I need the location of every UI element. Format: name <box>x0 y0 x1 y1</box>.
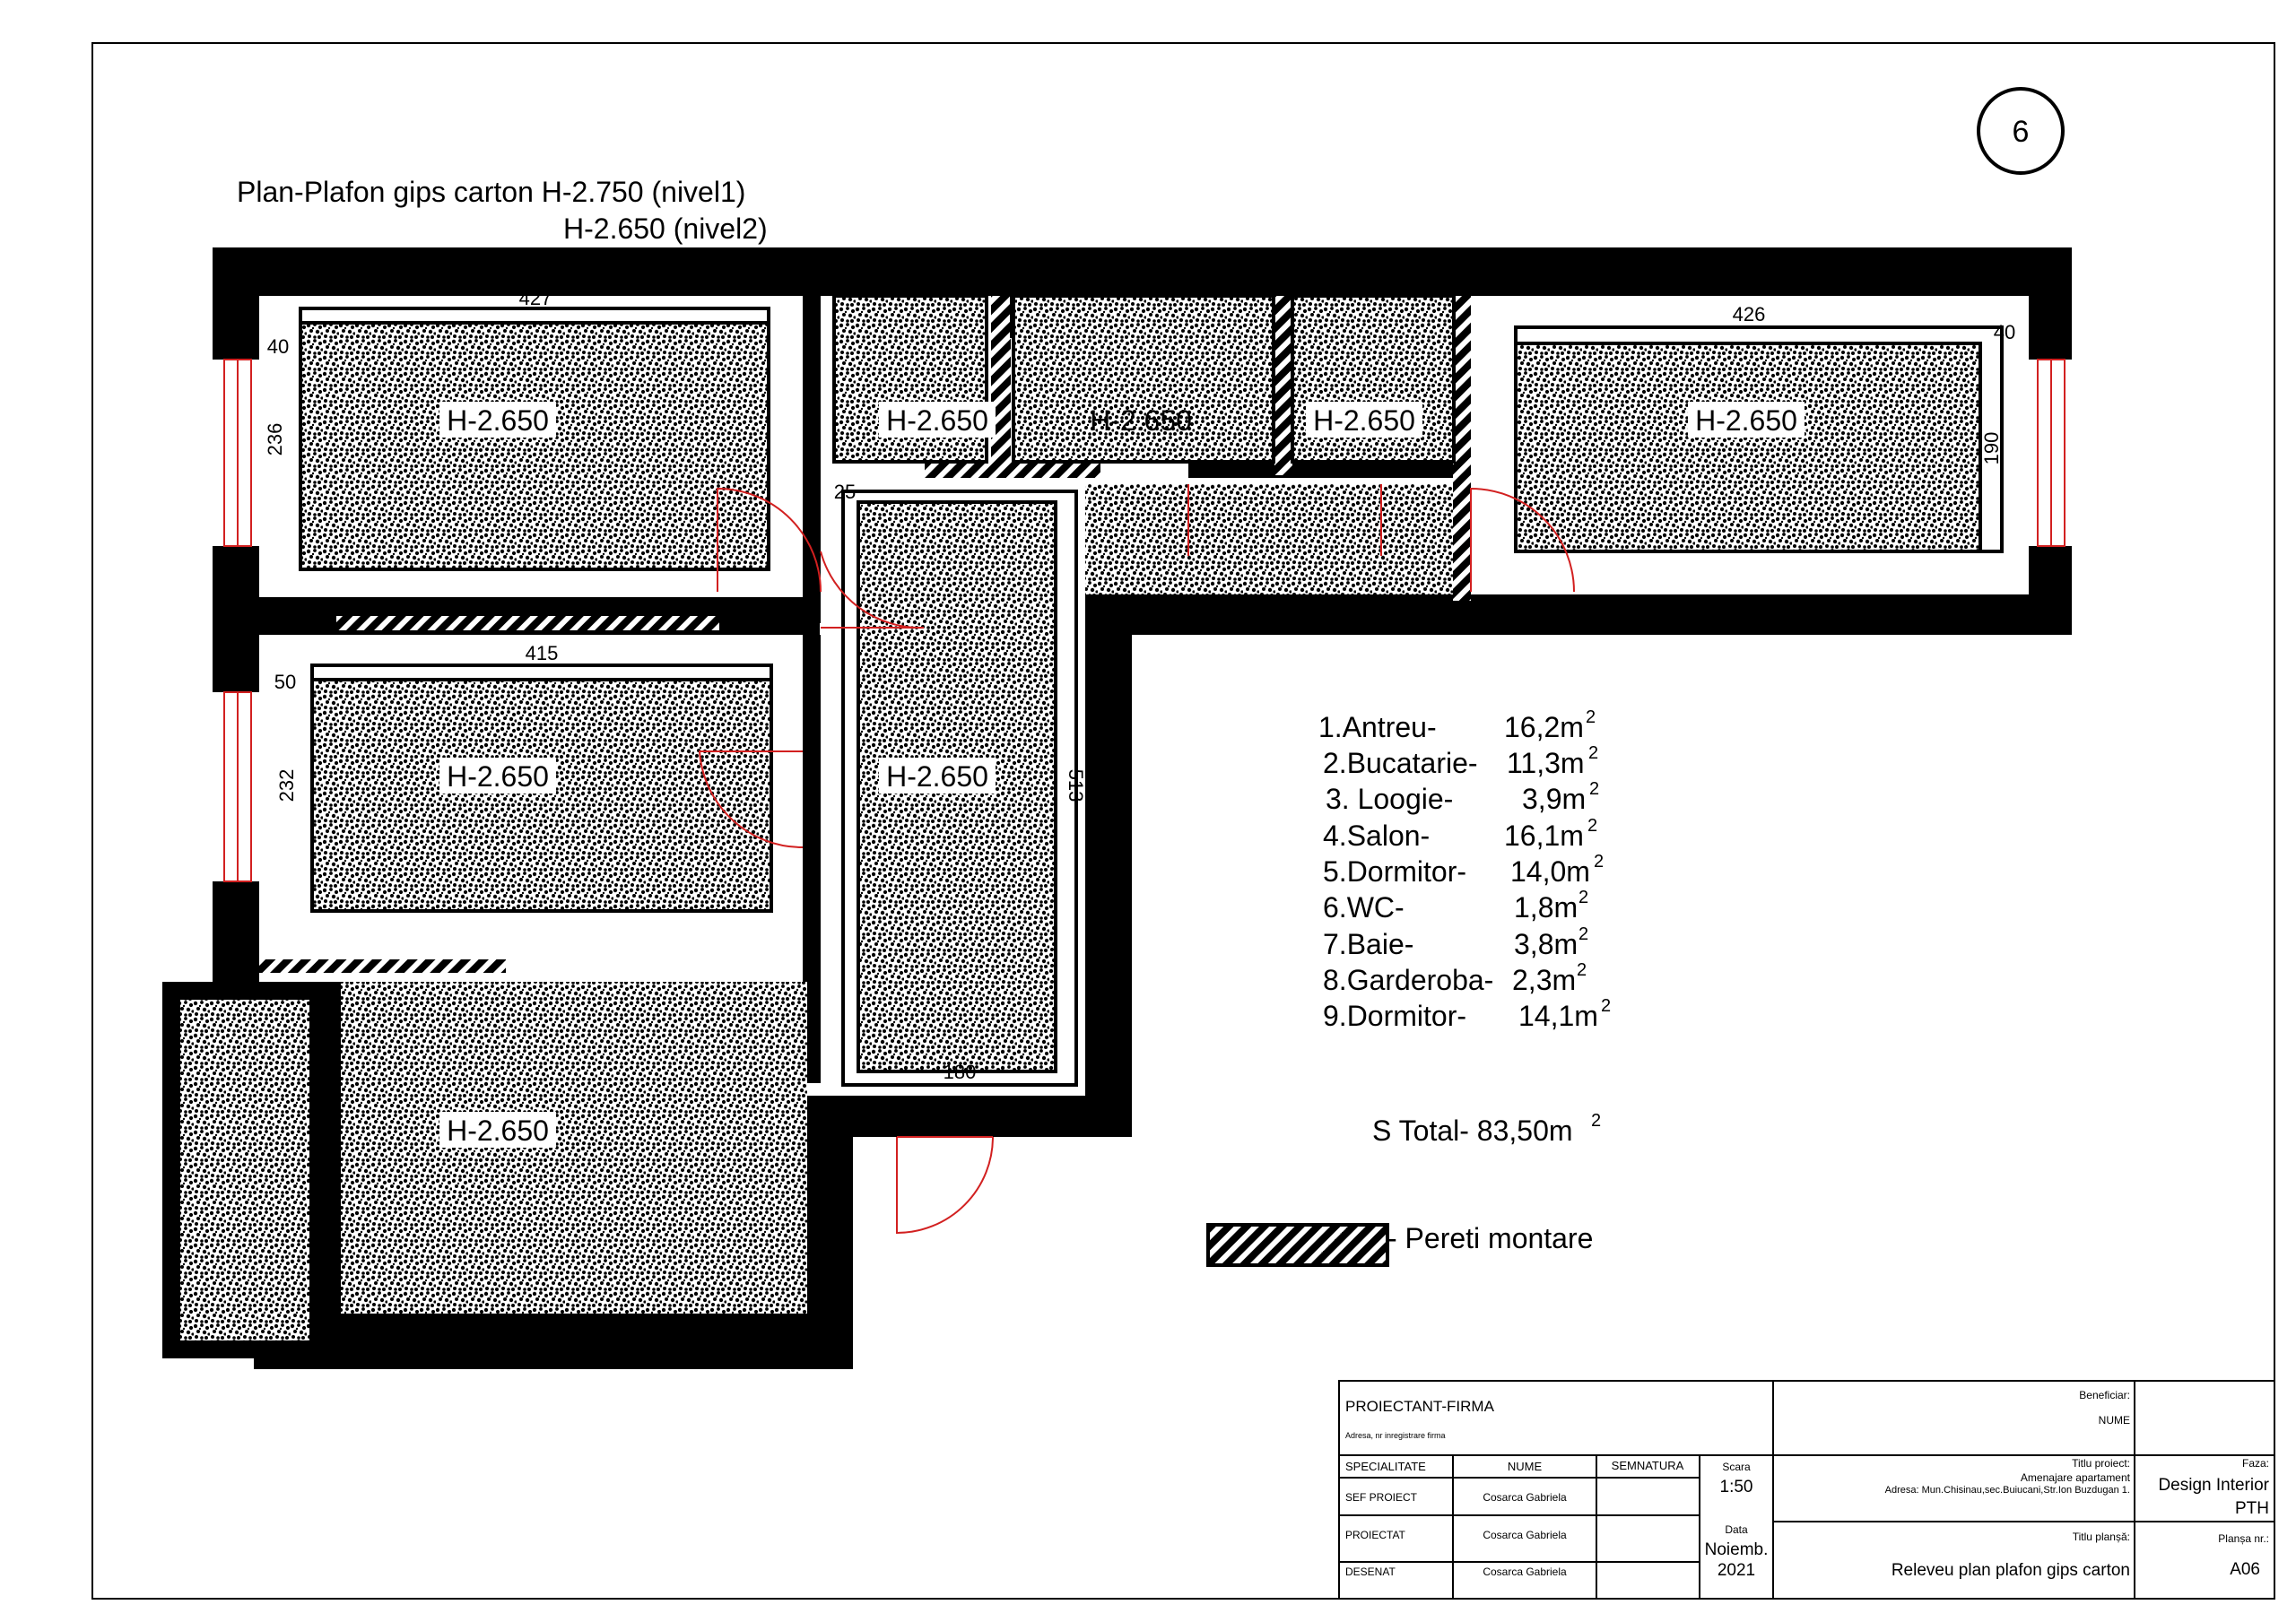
area-row-9-name: 9.Dormitor- <box>1323 1000 1467 1032</box>
dim-415: 415 <box>525 642 559 664</box>
height-label-baie: H-2.650 <box>1090 404 1192 437</box>
total-area-sup: 2 <box>1591 1111 1602 1131</box>
area-row-5-value: 14,0m <box>1510 855 1590 888</box>
area-row-1-value: 16,2m <box>1504 711 1584 743</box>
area-row-2-value: 11,3m <box>1507 747 1585 779</box>
tb-row2-role: PROIECTAT <box>1345 1529 1405 1541</box>
tb-data-value2: 2021 <box>1717 1561 1756 1580</box>
dim-232: 232 <box>275 768 298 802</box>
tb-faza-label: Faza: <box>2241 1457 2269 1470</box>
height-label-wc: H-2.650 <box>886 404 988 437</box>
dim-236: 236 <box>264 422 286 456</box>
tb-titlu-proiect-label: Titlu proiect: <box>2072 1457 2130 1470</box>
height-label-room5: H-2.650 <box>447 760 549 793</box>
area-row-1-name: 1.Antreu- <box>1318 711 1437 743</box>
ceiling-room-top-right <box>1516 343 1980 551</box>
area-row-8-sup: 2 <box>1577 960 1587 980</box>
tb-plansa-label: Planșa nr.: <box>2218 1532 2269 1545</box>
height-label-room9: H-2.650 <box>1695 404 1797 437</box>
ceiling-corridor <box>1085 484 1453 594</box>
dim-40-right: 40 <box>1993 321 2016 343</box>
tb-row2-name: Cosarca Gabriela <box>1483 1529 1567 1541</box>
area-row-6-name: 6.WC- <box>1323 891 1405 924</box>
tb-titlu-plansa-label: Titlu planșă: <box>2072 1531 2130 1543</box>
legend-label: - Pereti montare <box>1387 1222 1594 1254</box>
area-table <box>1318 707 1611 1032</box>
tb-beneficiar-value: NUME <box>2098 1414 2130 1427</box>
area-row-3-name: 3. Loogie- <box>1326 783 1454 815</box>
area-row-6-value: 1,8m <box>1514 891 1578 924</box>
area-row-5-name: 5.Dormitor- <box>1323 855 1467 888</box>
title-block-text <box>1345 1389 2270 1580</box>
tb-titlu-plansa-value: Releveu plan plafon gips carton <box>1891 1561 2130 1580</box>
area-row-4-sup: 2 <box>1587 816 1598 836</box>
plan-title-line1: Plan-Plafon gips carton H-2.750 (nivel1) <box>237 176 746 208</box>
area-row-7-sup: 2 <box>1578 924 1589 944</box>
dim-513: 513 <box>1065 768 1087 802</box>
plan-title-line2: H-2.650 (nivel2) <box>563 213 768 245</box>
tb-row3-name: Cosarca Gabriela <box>1483 1566 1567 1578</box>
tb-faza-value1: Design Interior <box>2158 1476 2269 1495</box>
tb-data-label: Data <box>1725 1523 1748 1536</box>
legend <box>1208 1222 1593 1265</box>
total-area: S Total- 83,50m <box>1372 1115 1573 1147</box>
tb-row1-role: SEF PROIECT <box>1345 1491 1418 1504</box>
area-row-6-sup: 2 <box>1578 888 1589 907</box>
dim-180: 180 <box>943 1061 977 1083</box>
tb-scara-value: 1:50 <box>1719 1478 1753 1496</box>
ceiling-room-middle-left <box>312 680 771 911</box>
tb-scara-label: Scara <box>1722 1461 1751 1473</box>
tb-plansa-value: A06 <box>2230 1560 2260 1579</box>
sheet-number-marker <box>1979 89 2063 173</box>
tb-firm-sub: Adresa, nr inregistrare firma <box>1345 1431 1446 1440</box>
area-row-9-value: 14,1m <box>1518 1000 1598 1032</box>
tb-col-nume: NUME <box>1507 1460 1543 1473</box>
ceiling-areas <box>178 296 1980 1342</box>
ceiling-room-baie <box>1013 296 1274 462</box>
area-row-2-sup: 2 <box>1588 743 1599 763</box>
area-row-7-value: 3,8m <box>1514 928 1578 960</box>
tb-row1-name: Cosarca Gabriela <box>1483 1491 1567 1504</box>
legend-hatch-swatch <box>1208 1225 1387 1265</box>
dim-40-left: 40 <box>266 335 290 358</box>
height-label-antreu: H-2.650 <box>886 760 988 793</box>
area-row-1-sup: 2 <box>1586 707 1596 727</box>
dim-25: 25 <box>833 481 857 503</box>
tb-data-value1: Noiemb. <box>1704 1540 1769 1559</box>
tb-col-specialitate: SPECIALITATE <box>1345 1460 1426 1473</box>
dim-50: 50 <box>274 671 297 693</box>
ceiling-loggia <box>178 998 311 1342</box>
area-row-4-value: 16,1m <box>1504 820 1584 852</box>
dim-190: 190 <box>1980 431 2003 465</box>
height-label-salon: H-2.650 <box>447 1115 549 1147</box>
dim-426: 426 <box>1732 303 1766 325</box>
tb-faza-value2: PTH <box>2235 1499 2269 1518</box>
ceiling-salon <box>341 982 807 1314</box>
area-row-3-sup: 2 <box>1589 779 1600 799</box>
tb-col-semnatura: SEMNATURA <box>1611 1459 1684 1472</box>
tb-titlu-proiect-value: Amenajare apartament <box>2020 1471 2130 1484</box>
dim-427: 427 <box>518 287 552 309</box>
height-label-garderoba: H-2.650 <box>1313 404 1415 437</box>
area-row-2-name: 2.Bucatarie- <box>1323 747 1478 779</box>
area-row-7-name: 7.Baie- <box>1323 928 1414 960</box>
area-row-8-value: 2,3m <box>1512 964 1577 996</box>
tb-adresa: Adresa: Mun.Chisinau,sec.Buiucani,Str.Ion Buzdugan 1. <box>1884 1485 2130 1496</box>
sheet-number: 6 <box>2012 115 2030 149</box>
area-row-4-name: 4.Salon- <box>1323 820 1431 852</box>
area-row-3-value: 3,9m <box>1522 783 1587 815</box>
area-row-9-sup: 2 <box>1601 996 1612 1016</box>
tb-beneficiar-label: Beneficiar: <box>2079 1389 2130 1401</box>
area-row-8-name: 8.Garderoba- <box>1323 964 1494 996</box>
height-label-room1: H-2.650 <box>447 404 549 437</box>
tb-firm: PROIECTANT-FIRMA <box>1345 1398 1494 1415</box>
tb-row3-role: DESENAT <box>1345 1566 1396 1578</box>
ceiling-room-top-left <box>300 323 769 569</box>
area-row-5-sup: 2 <box>1594 852 1605 872</box>
